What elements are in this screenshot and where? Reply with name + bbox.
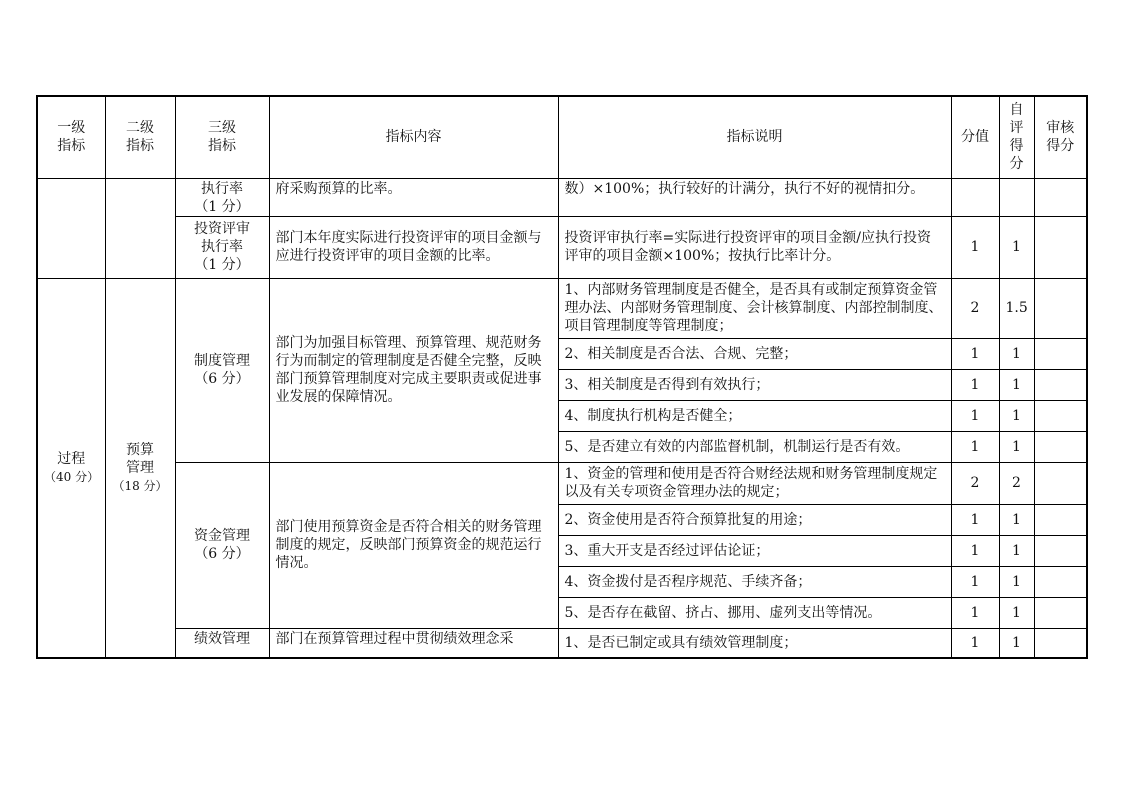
audit-score-cell bbox=[1034, 369, 1087, 400]
audit-score-cell bbox=[1034, 338, 1087, 369]
header-self-score: 自 评 得 分 bbox=[999, 96, 1034, 178]
score-cell: 2 bbox=[951, 462, 999, 504]
audit-score-cell bbox=[1034, 504, 1087, 535]
level1-process-cell: 过程 （40 分） bbox=[37, 278, 105, 658]
self-score-cell: 1 bbox=[999, 216, 1034, 278]
audit-score-cell bbox=[1034, 462, 1087, 504]
description-cell: 4、制度执行机构是否健全； bbox=[558, 400, 951, 431]
audit-score-cell bbox=[1034, 431, 1087, 462]
header-level2: 二级 指标 bbox=[105, 96, 175, 178]
level1-cell-empty bbox=[37, 178, 105, 278]
score-cell: 1 bbox=[951, 566, 999, 597]
score-cell: 1 bbox=[951, 504, 999, 535]
description-cell: 投资评审执行率=实际进行投资评审的项目金额/应执行投资评审的项目金额×100%；按执行比率计分。 bbox=[558, 216, 951, 278]
performance-content-cell: 部门在预算管理过程中贯彻绩效理念采 bbox=[269, 628, 558, 658]
level2-cell-empty bbox=[105, 178, 175, 278]
table-row bbox=[37, 628, 1087, 658]
self-score-cell: 1 bbox=[999, 504, 1034, 535]
score-cell: 1 bbox=[951, 400, 999, 431]
self-score-cell: 1 bbox=[999, 597, 1034, 628]
audit-score-cell bbox=[1034, 178, 1087, 216]
score-cell: 1 bbox=[951, 535, 999, 566]
table-header-row bbox=[37, 96, 1087, 178]
score-cell: 1 bbox=[951, 216, 999, 278]
header-score: 分值 bbox=[951, 96, 999, 178]
level3-cell: 执行率 （1 分） bbox=[175, 178, 269, 216]
description-cell: 4、资金拨付是否程序规范、手续齐备； bbox=[558, 566, 951, 597]
content-cell: 府采购预算的比率。 bbox=[269, 178, 558, 216]
audit-score-cell bbox=[1034, 535, 1087, 566]
table-row bbox=[37, 278, 1087, 338]
description-cell: 1、内部财务管理制度是否健全，是否具有或制定预算资金管理办法、内部财务管理制度、会计核算制度、内部控制制度、项目管理制度等管理制度； bbox=[558, 278, 951, 338]
header-level3: 三级 指标 bbox=[175, 96, 269, 178]
self-score-cell: 2 bbox=[999, 462, 1034, 504]
level3-performance-cell: 绩效管理 bbox=[175, 628, 269, 658]
self-score-cell: 1 bbox=[999, 628, 1034, 658]
self-score-cell bbox=[999, 178, 1034, 216]
level3-institution-cell: 制度管理 （6 分） bbox=[175, 278, 269, 462]
self-score-cell: 1.5 bbox=[999, 278, 1034, 338]
audit-score-cell bbox=[1034, 566, 1087, 597]
score-cell: 1 bbox=[951, 338, 999, 369]
self-score-cell: 1 bbox=[999, 535, 1034, 566]
audit-score-cell bbox=[1034, 216, 1087, 278]
score-cell: 1 bbox=[951, 628, 999, 658]
level3-cell: 投资评审 执行率 （1 分） bbox=[175, 216, 269, 278]
description-cell: 3、重大开支是否经过评估论证； bbox=[558, 535, 951, 566]
description-cell: 1、是否已制定或具有绩效管理制度； bbox=[558, 628, 951, 658]
description-cell: 3、相关制度是否得到有效执行； bbox=[558, 369, 951, 400]
description-cell: 数）×100%；执行较好的计满分，执行不好的视情扣分。 bbox=[558, 178, 951, 216]
audit-score-cell bbox=[1034, 628, 1087, 658]
table-row bbox=[37, 216, 1087, 278]
self-score-cell: 1 bbox=[999, 369, 1034, 400]
description-cell: 2、相关制度是否合法、合规、完整； bbox=[558, 338, 951, 369]
description-cell: 1、资金的管理和使用是否符合财经法规和财务管理制度规定以及有关专项资金管理办法的规定； bbox=[558, 462, 951, 504]
header-audit-score: 审核 得分 bbox=[1034, 96, 1087, 178]
score-cell: 1 bbox=[951, 369, 999, 400]
description-cell: 5、是否建立有效的内部监督机制，机制运行是否有效。 bbox=[558, 431, 951, 462]
table-row bbox=[37, 178, 1087, 216]
score-cell: 1 bbox=[951, 431, 999, 462]
institution-content-cell: 部门为加强目标管理、预算管理、规范财务行为而制定的管理制度是否健全完整，反映部门预算管理制度对完成主要职责或促进事业发展的保障情况。 bbox=[269, 278, 558, 462]
self-score-cell: 1 bbox=[999, 338, 1034, 369]
level2-budget-cell: 预算 管理 （18 分） bbox=[105, 278, 175, 658]
header-content: 指标内容 bbox=[269, 96, 558, 178]
content-cell: 部门本年度实际进行投资评审的项目金额与应进行投资评审的项目金额的比率。 bbox=[269, 216, 558, 278]
audit-score-cell bbox=[1034, 400, 1087, 431]
table-row bbox=[37, 462, 1087, 504]
evaluation-table-page bbox=[36, 95, 1086, 659]
header-description: 指标说明 bbox=[558, 96, 951, 178]
description-cell: 5、是否存在截留、挤占、挪用、虚列支出等情况。 bbox=[558, 597, 951, 628]
self-score-cell: 1 bbox=[999, 431, 1034, 462]
audit-score-cell bbox=[1034, 597, 1087, 628]
level3-funds-cell: 资金管理 （6 分） bbox=[175, 462, 269, 628]
self-score-cell: 1 bbox=[999, 566, 1034, 597]
score-cell bbox=[951, 178, 999, 216]
header-level1: 一级 指标 bbox=[37, 96, 105, 178]
self-score-cell: 1 bbox=[999, 400, 1034, 431]
audit-score-cell bbox=[1034, 278, 1087, 338]
description-cell: 2、资金使用是否符合预算批复的用途； bbox=[558, 504, 951, 535]
performance-evaluation-table bbox=[36, 95, 1088, 659]
score-cell: 2 bbox=[951, 278, 999, 338]
funds-content-cell: 部门使用预算资金是否符合相关的财务管理制度的规定，反映部门预算资金的规范运行情况。 bbox=[269, 462, 558, 628]
score-cell: 1 bbox=[951, 597, 999, 628]
